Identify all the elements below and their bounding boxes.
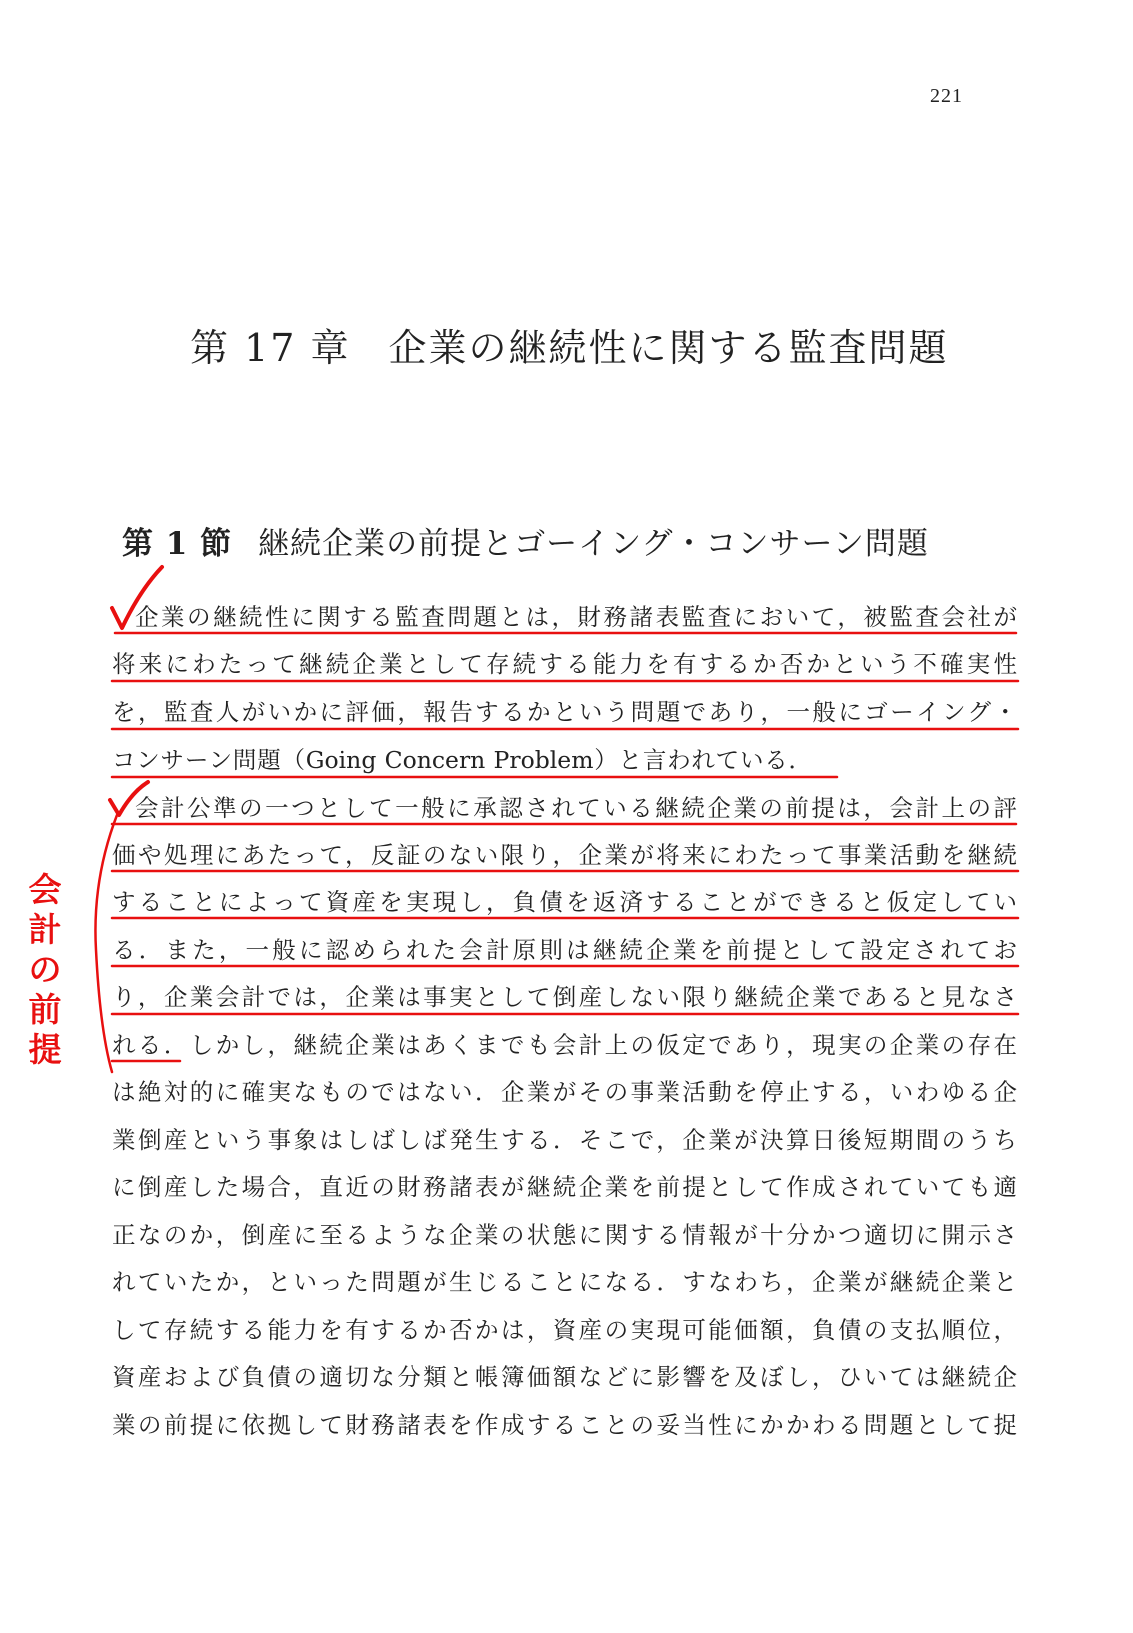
margin-bracket — [95, 815, 117, 1072]
text-line: れる．しかし，継続企業はあくまでも会計上の仮定であり，現実の企業の存在 — [112, 1031, 1017, 1059]
text-line: 将来にわたって継続企業として存続する能力を有するか否かという不確実性 — [112, 650, 1017, 678]
text-line: り，企業会計では，企業は事実として倒産しない限り継続企業であると見なさ — [112, 983, 1017, 1011]
text-line: は絶対的に確実なものではない．企業がその事業活動を停止する，いわゆる企 — [112, 1078, 1017, 1106]
text-line: コンサーン問題（Going Concern Problem）と言われている． — [112, 746, 812, 774]
chapter-heading: 企業の継続性に関する監査問題 — [388, 326, 949, 370]
text-line: することによって資産を実現し，負債を返済することができると仮定してい — [112, 888, 1017, 916]
text-line: 価や処理にあたって，反証のない限り，企業が将来にわたって事業活動を継続 — [112, 841, 1017, 869]
margin-note-char: の — [28, 950, 62, 989]
check-mark-icon — [110, 782, 148, 815]
text-line: 業の前提に依拠して財務諸表を作成することの妥当性にかかわる問題として捉 — [112, 1411, 1017, 1439]
margin-note-char: 提 — [28, 1030, 62, 1069]
page-number: 221 — [930, 85, 963, 107]
chapter-number: 第 17 章 — [190, 326, 351, 370]
text-line: る．また，一般に認められた会計原則は継続企業を前提として設定されてお — [112, 936, 1017, 964]
margin-note-char: 前 — [28, 990, 62, 1029]
section-heading: 継続企業の前提とゴーイング・コンサーン問題 — [258, 526, 929, 562]
text-line: を，監査人がいかに評価，報告するかという問題であり，一般にゴーイング・ — [112, 698, 1017, 726]
text-line: れていたか，といった問題が生じることになる．すなわち，企業が継続企業と — [112, 1268, 1017, 1296]
margin-note-char: 会 — [28, 870, 62, 909]
check-mark-icon — [112, 567, 162, 628]
text-line: 企業の継続性に関する監査問題とは，財務諸表監査において，被監査会社が — [135, 603, 1017, 631]
text-line: して存続する能力を有するか否かは，資産の実現可能価額，負債の支払順位， — [112, 1316, 1017, 1344]
text-line: 会計公準の一つとして一般に承認されている継続企業の前提は，会計上の評 — [135, 794, 1017, 822]
text-line: 資産および負債の適切な分類と帳簿価額などに影響を及ぼし，ひいては継続企 — [112, 1363, 1017, 1391]
text-line: 業倒産という事象はしばしば発生する．そこで，企業が決算日後短期間のうち — [112, 1126, 1017, 1154]
margin-note — [20, 870, 70, 1070]
section-number: 第 1 節 — [122, 526, 233, 562]
margin-note-char: 計 — [28, 910, 62, 949]
text-line: に倒産した場合，直近の財務諸表が継続企業を前提として作成されていても適 — [112, 1173, 1017, 1201]
text-line: 正なのか，倒産に至るような企業の状態に関する情報が十分かつ適切に開示さ — [112, 1221, 1017, 1249]
